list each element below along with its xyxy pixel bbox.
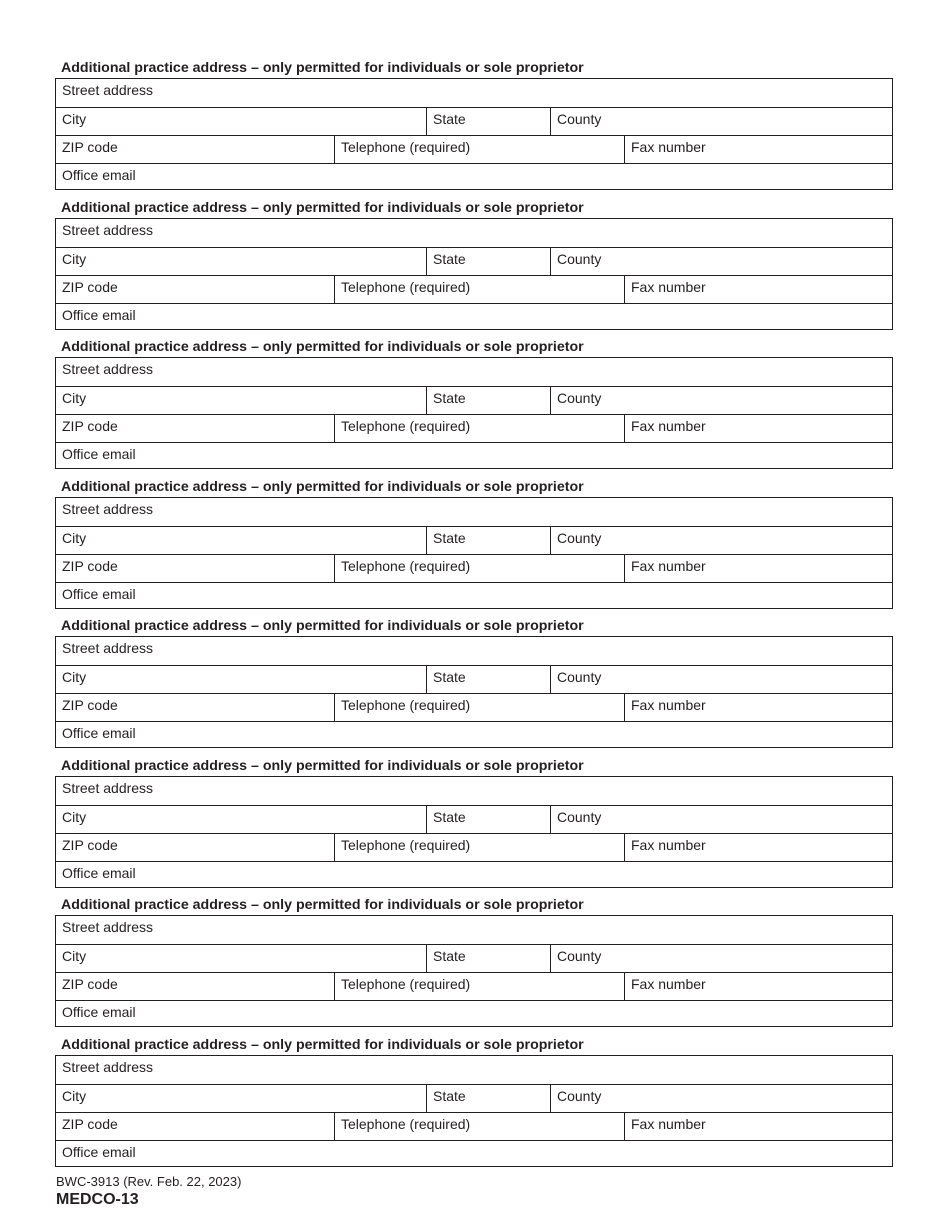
- contact-row: [56, 135, 892, 163]
- address-form-box: [55, 776, 893, 888]
- city-row: [56, 805, 892, 833]
- email-row: [56, 721, 892, 749]
- county-field[interactable]: County: [550, 527, 892, 554]
- fax-number-field[interactable]: Fax number: [624, 694, 892, 721]
- county-field[interactable]: County: [550, 945, 892, 972]
- telephone-field[interactable]: Telephone (required): [334, 136, 624, 163]
- address-section: [55, 477, 893, 617]
- telephone-field[interactable]: Telephone (required): [334, 555, 624, 582]
- state-field[interactable]: State: [426, 248, 550, 275]
- section-title: Additional practice address – only permitted for individuals or sole proprietor: [61, 618, 584, 634]
- street-address-field[interactable]: Street address: [62, 640, 154, 656]
- zip-code-field[interactable]: ZIP code: [62, 278, 118, 295]
- zip-code-field[interactable]: ZIP code: [62, 836, 118, 853]
- fax-number-field[interactable]: Fax number: [624, 1113, 892, 1140]
- section-title: Additional practice address – only permitted for individuals or sole proprietor: [61, 339, 584, 355]
- street-row: [56, 1056, 892, 1084]
- state-field[interactable]: State: [426, 666, 550, 693]
- street-row: [56, 358, 892, 386]
- fax-number-field[interactable]: Fax number: [624, 973, 892, 1000]
- telephone-field[interactable]: Telephone (required): [334, 276, 624, 303]
- office-email-field[interactable]: Office email: [62, 1004, 136, 1020]
- section-title: Additional practice address – only permitted for individuals or sole proprietor: [61, 478, 584, 495]
- street-row: [56, 498, 892, 526]
- address-section: [55, 895, 893, 1035]
- form-number: BWC-3913 (Rev. Feb. 22, 2023): [56, 1174, 242, 1189]
- county-field[interactable]: County: [550, 1085, 892, 1112]
- state-field[interactable]: State: [426, 387, 550, 414]
- county-field[interactable]: County: [550, 248, 892, 275]
- city-row: [56, 1084, 892, 1112]
- state-field[interactable]: State: [426, 1085, 550, 1112]
- street-row: [56, 637, 892, 665]
- county-field[interactable]: County: [550, 387, 892, 414]
- street-address-field[interactable]: Street address: [62, 500, 154, 517]
- contact-row: [56, 275, 892, 303]
- street-address-field[interactable]: Street address: [62, 919, 154, 935]
- section-title: Additional practice address – only permitted for individuals or sole proprietor: [61, 60, 584, 76]
- section-title: Additional practice address – only permitted for individuals or sole proprietor: [61, 757, 584, 774]
- email-row: [56, 163, 892, 191]
- address-section: [55, 616, 893, 756]
- city-field[interactable]: City: [62, 390, 87, 406]
- fax-number-field[interactable]: Fax number: [624, 834, 892, 861]
- county-field[interactable]: County: [550, 806, 892, 833]
- address-form-box: [55, 497, 893, 609]
- zip-code-field[interactable]: ZIP code: [62, 557, 118, 574]
- address-section: [55, 58, 893, 198]
- county-field[interactable]: County: [550, 666, 892, 693]
- office-email-field[interactable]: Office email: [62, 306, 136, 323]
- state-field[interactable]: State: [426, 108, 550, 135]
- email-row: [56, 1000, 892, 1028]
- zip-code-field[interactable]: ZIP code: [62, 418, 118, 434]
- state-field[interactable]: State: [426, 806, 550, 833]
- email-row: [56, 861, 892, 889]
- telephone-field[interactable]: Telephone (required): [334, 834, 624, 861]
- contact-row: [56, 972, 892, 1000]
- city-row: [56, 526, 892, 554]
- contact-row: [56, 554, 892, 582]
- office-email-field[interactable]: Office email: [62, 167, 136, 183]
- city-field[interactable]: City: [62, 529, 87, 546]
- state-field[interactable]: State: [426, 945, 550, 972]
- zip-code-field[interactable]: ZIP code: [62, 697, 118, 713]
- email-row: [56, 1140, 892, 1168]
- telephone-field[interactable]: Telephone (required): [334, 694, 624, 721]
- form-code: MEDCO-13: [56, 1191, 139, 1208]
- street-row: [56, 219, 892, 247]
- street-address-field[interactable]: Street address: [62, 1058, 154, 1075]
- city-field[interactable]: City: [62, 111, 87, 127]
- city-row: [56, 944, 892, 972]
- city-row: [56, 665, 892, 693]
- telephone-field[interactable]: Telephone (required): [334, 973, 624, 1000]
- contact-row: [56, 693, 892, 721]
- fax-number-field[interactable]: Fax number: [624, 415, 892, 442]
- address-form-box: [55, 915, 893, 1027]
- city-field[interactable]: City: [62, 1087, 87, 1104]
- office-email-field[interactable]: Office email: [62, 1143, 136, 1160]
- section-title: Additional practice address – only permitted for individuals or sole proprietor: [61, 1036, 584, 1053]
- email-row: [56, 582, 892, 610]
- city-field[interactable]: City: [62, 250, 87, 267]
- street-address-field[interactable]: Street address: [62, 221, 154, 238]
- form-footer: [56, 1173, 241, 1209]
- state-field[interactable]: State: [426, 527, 550, 554]
- contact-row: [56, 833, 892, 861]
- address-section: [55, 337, 893, 477]
- city-field[interactable]: City: [62, 948, 87, 964]
- contact-row: [56, 1112, 892, 1140]
- address-form-box: [55, 78, 893, 190]
- office-email-field[interactable]: Office email: [62, 864, 136, 881]
- email-row: [56, 303, 892, 331]
- address-form-box: [55, 218, 893, 330]
- section-title: Additional practice address – only permitted for individuals or sole proprietor: [61, 897, 584, 913]
- email-row: [56, 442, 892, 470]
- contact-row: [56, 414, 892, 442]
- office-email-field[interactable]: Office email: [62, 585, 136, 602]
- telephone-field[interactable]: Telephone (required): [334, 415, 624, 442]
- street-row: [56, 79, 892, 107]
- office-email-field[interactable]: Office email: [62, 446, 136, 462]
- fax-number-field[interactable]: Fax number: [624, 276, 892, 303]
- zip-code-field[interactable]: ZIP code: [62, 976, 118, 992]
- city-row: [56, 247, 892, 275]
- address-sections: [55, 58, 893, 1174]
- address-section: [55, 1035, 893, 1175]
- street-row: [56, 916, 892, 944]
- street-address-field[interactable]: Street address: [62, 779, 154, 796]
- street-row: [56, 777, 892, 805]
- fax-number-field[interactable]: Fax number: [624, 555, 892, 582]
- section-title: Additional practice address – only permitted for individuals or sole proprietor: [61, 199, 584, 216]
- address-section: [55, 198, 893, 338]
- address-form-box: [55, 1055, 893, 1167]
- address-section: [55, 756, 893, 896]
- city-row: [56, 107, 892, 135]
- city-field[interactable]: City: [62, 669, 87, 685]
- street-address-field[interactable]: Street address: [62, 361, 154, 377]
- street-address-field[interactable]: Street address: [62, 82, 154, 98]
- county-field[interactable]: County: [550, 108, 892, 135]
- city-row: [56, 386, 892, 414]
- city-field[interactable]: City: [62, 808, 87, 825]
- zip-code-field[interactable]: ZIP code: [62, 139, 118, 155]
- address-form-box: [55, 357, 893, 469]
- telephone-field[interactable]: Telephone (required): [334, 1113, 624, 1140]
- fax-number-field[interactable]: Fax number: [624, 136, 892, 163]
- zip-code-field[interactable]: ZIP code: [62, 1115, 118, 1132]
- office-email-field[interactable]: Office email: [62, 725, 136, 741]
- address-form-box: [55, 636, 893, 748]
